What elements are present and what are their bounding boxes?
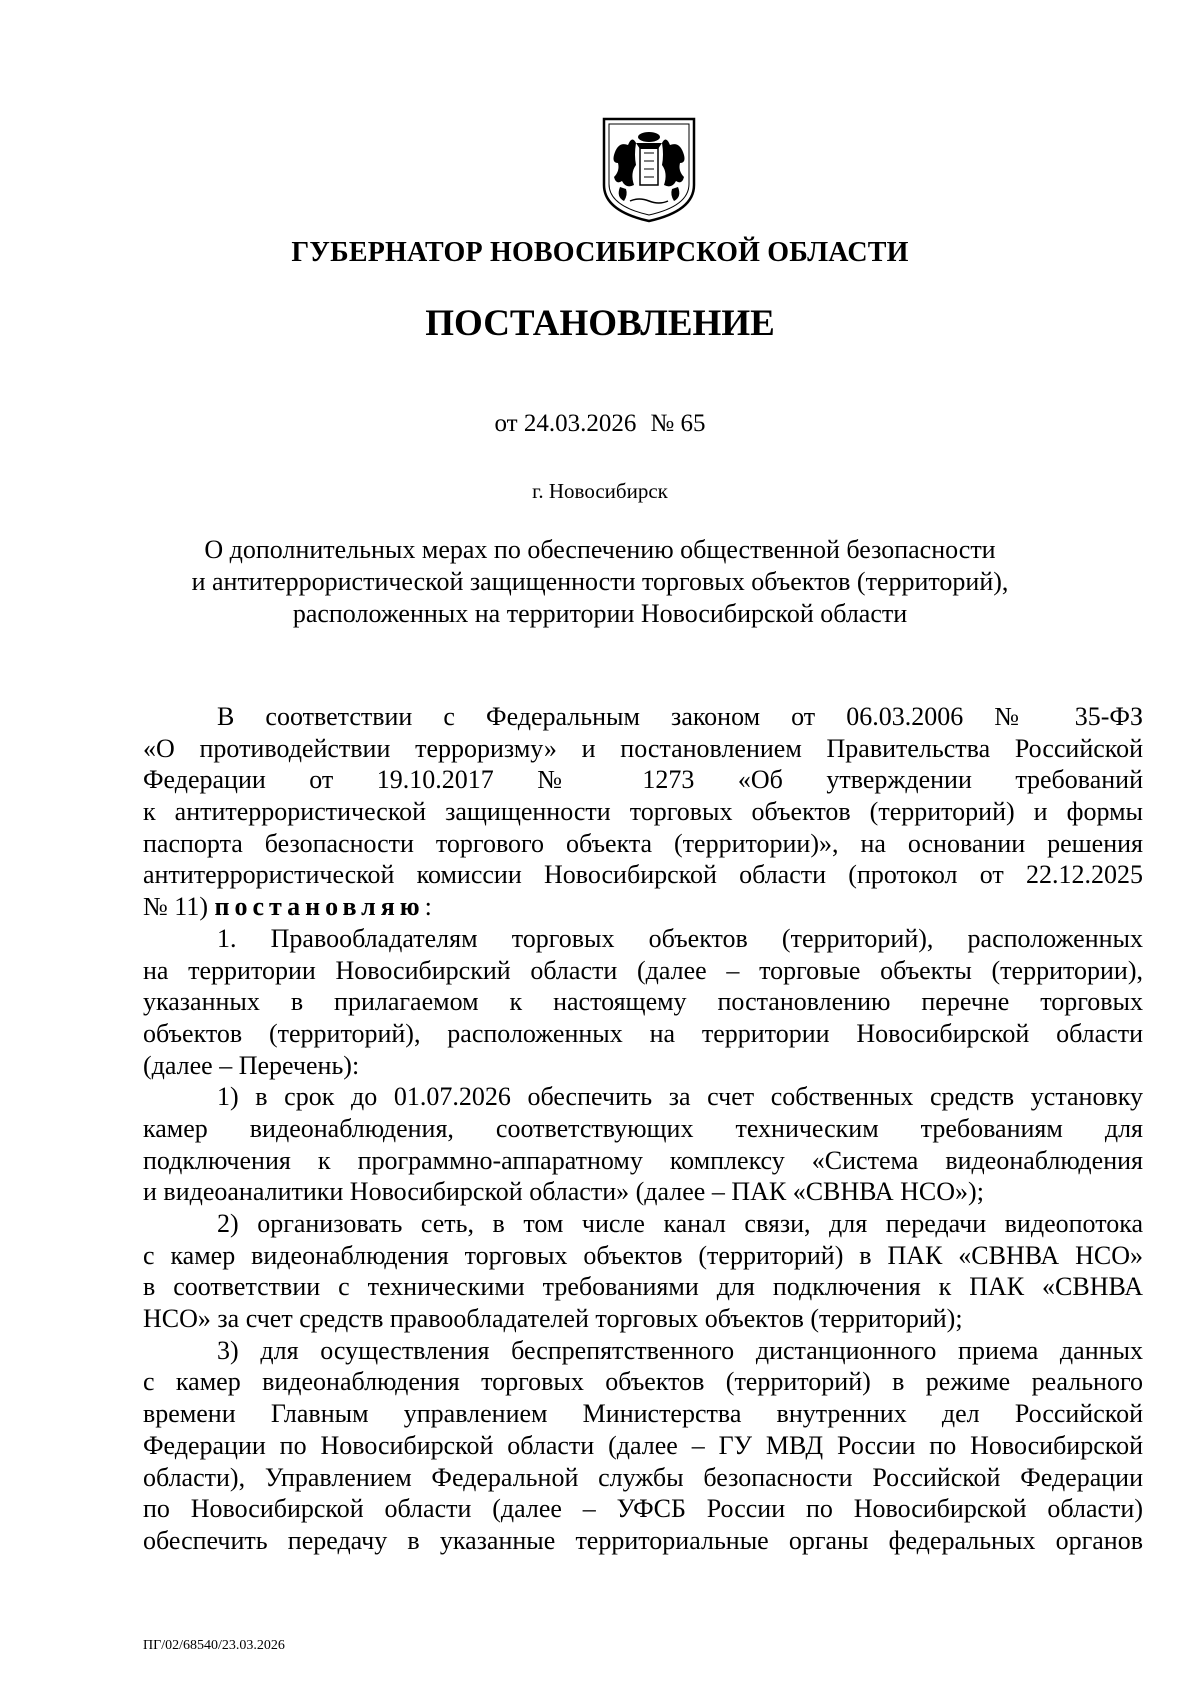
preamble-final-line xyxy=(143,891,1143,923)
title-line: расположенных на территории Новосибирской области xyxy=(292,599,908,628)
preamble-line: В соответствии с Федеральным законом от 06.03.2006 № 35-ФЗ xyxy=(217,702,1143,731)
subitem-3-line: Федерации по Новосибирской области (далее – ГУ МВД России по Новосибирской xyxy=(143,1430,1143,1460)
preamble-line: «О противодействии терроризму» и постановлением Правительства Российской xyxy=(143,733,1143,763)
subitem-3-line: 3) для осуществления беспрепятственного дистанционного приема данных xyxy=(217,1335,1143,1365)
document-registration-code: ПГ/02/68540/23.03.2026 xyxy=(143,1638,285,1653)
decree-word: постановляю xyxy=(214,892,425,922)
title-line: О дополнительных мерах по обеспечению общественной безопасности xyxy=(204,535,996,564)
document-number: № 65 xyxy=(650,410,706,437)
subitem-2-line: в соответствии с техническими требованиями для подключения к ПАК «СВНВА xyxy=(143,1272,1143,1302)
item-1-line: указанных в прилагаемом к настоящему постановлению перечне торговых xyxy=(143,987,1143,1017)
document-body xyxy=(143,701,1143,1557)
subitem-3-line: времени Главным управлением Министерства внутренних дел Российской xyxy=(143,1399,1143,1429)
preamble-line: Федерации от 19.10.2017 № 1273 «Об утверждении требований xyxy=(143,765,1143,795)
preamble-line: № 11) xyxy=(143,892,208,922)
subitem-2-line: НСО» за счет средств правообладателей торговых объектов (территорий); xyxy=(143,1304,963,1334)
item-1-line: (далее – Перечень): xyxy=(143,1050,360,1080)
title-line: и антитеррористической защищенности торговых объектов (территорий), xyxy=(191,567,1009,596)
item-1-line: объектов (территорий), расположенных на территории Новосибирской области xyxy=(143,1018,1143,1048)
subitem-3-line: обеспечить передачу в указанные территориальные органы федеральных органов xyxy=(143,1525,1143,1555)
subitem-2-line: с камер видеонаблюдения торговых объектов (территорий) в ПАК «СВНВА НСО» xyxy=(143,1240,1143,1270)
document-title xyxy=(150,534,1050,630)
item-1-line: 1. Правообладателям торговых объектов (территорий), расположенных xyxy=(217,923,1143,953)
preamble-line: паспорта безопасности торгового объекта (территории)», на основании решения xyxy=(143,828,1143,858)
subitem-1-line: 1) в срок до 01.07.2026 обеспечить за счет собственных средств установку xyxy=(217,1082,1143,1112)
subitem-2-line: 2) организовать сеть, в том числе канал связи, для передачи видеопотока xyxy=(217,1209,1143,1238)
subitem-1-line: подключения к программно-аппаратному комплексу «Система видеонаблюдения xyxy=(143,1145,1143,1175)
document-type-heading: ПОСТАНОВЛЕНИЕ xyxy=(425,303,775,344)
coat-of-arms-graphic xyxy=(600,115,698,223)
subitem-3-line: области), Управлением Федеральной службы безопасности Российской Федерации xyxy=(143,1462,1143,1492)
date-and-number-line xyxy=(0,409,1200,439)
subitem-3-line: по Новосибирской области (далее – УФСБ России по Новосибирской области) xyxy=(143,1494,1143,1524)
item-1-line: на территории Новосибирский области (далее – торговые объекты (территории), xyxy=(143,955,1143,985)
subitem-3-line: с камер видеонаблюдения торговых объектов (территорий) в режиме реального xyxy=(143,1367,1143,1397)
place-of-issue: г. Новосибирск xyxy=(532,479,668,503)
issuing-authority: ГУБЕРНАТОР НОВОСИБИРСКОЙ ОБЛАСТИ xyxy=(291,237,909,268)
coat-of-arms-icon xyxy=(600,115,698,223)
decree-colon: : xyxy=(424,892,432,922)
preamble-line: к антитеррористической защищенности торговых объектов (территорий) и формы xyxy=(143,797,1143,827)
document-date: от 24.03.2026 xyxy=(494,410,637,437)
preamble-line: антитеррористической комиссии Новосибирской области (протокол от 22.12.2025 xyxy=(143,860,1143,890)
subitem-1-line: и видеоаналитики Новосибирской области» (далее – ПАК «СВНВА НСО»); xyxy=(143,1177,984,1207)
subitem-1-line: камер видеонаблюдения, соответствующих техническим требованиям для xyxy=(143,1113,1143,1143)
